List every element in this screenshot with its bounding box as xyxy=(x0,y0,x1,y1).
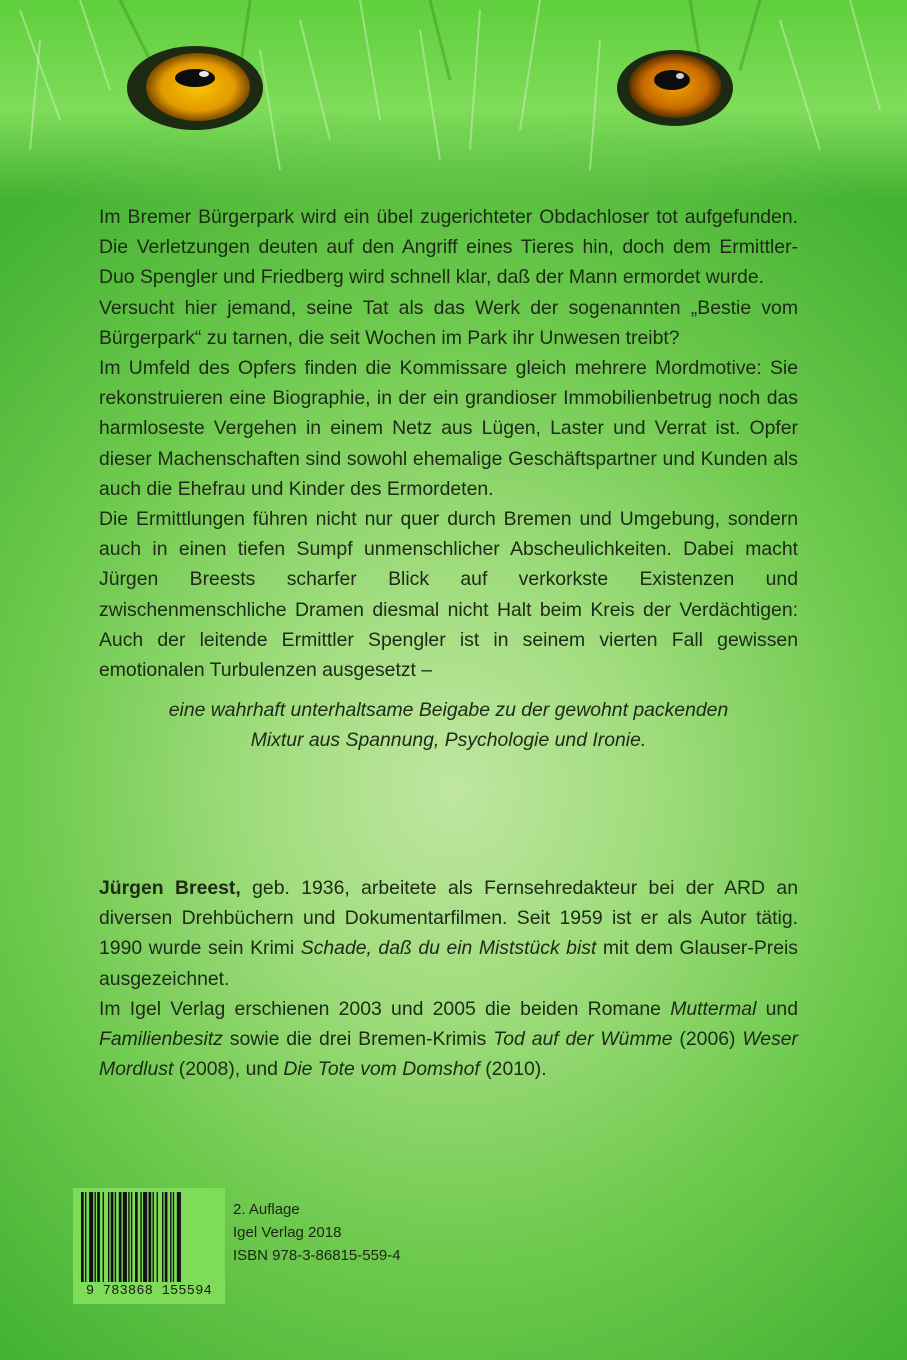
barcode-bar xyxy=(95,1192,96,1282)
bio-text: geb. 1936, arbeitete als Fernsehredakteur bei der ARD an diversen Drehbüchern und Dokumentarfilmen. Seit 1959 ist er als Autor tätig. 1990 wurde sein Krimi xyxy=(99,877,798,960)
blurb xyxy=(99,202,798,756)
barcode-bar xyxy=(131,1192,132,1282)
blurb-paragraph: Die Ermittlungen führen nicht nur quer durch Bremen und Umgebung, sondern auch in einen tiefen Sumpf unmenschlicher Abscheulichkeiten. Dabei macht Jürgen Breests scharfer Blick auf verkorkste Existenzen und zwischenmenschliche Dramen diesmal nicht Halt beim Kreis der Verdächtigen: Auch der leitende Ermittler Spengler ist in seinem vierten Fall gewissen emotionalen Turbulenzen ausgesetzt – xyxy=(99,508,798,682)
barcode-bar xyxy=(108,1192,109,1282)
bio-text: mit dem Glauser-Preis ausgezeichnet. xyxy=(99,937,798,990)
barcode-bar xyxy=(89,1192,93,1282)
barcode-bar xyxy=(157,1192,158,1282)
barcode-bar xyxy=(111,1192,114,1282)
bio-text: (2006) xyxy=(672,1028,743,1051)
barcode-bar xyxy=(123,1192,127,1282)
author-bio xyxy=(99,873,798,1084)
imprint xyxy=(233,1198,401,1267)
tagline xyxy=(99,695,798,755)
barcode-bar xyxy=(143,1192,147,1282)
barcode-bar xyxy=(153,1192,154,1282)
barcode-bar xyxy=(97,1192,100,1282)
blurb-paragraph: Im Umfeld des Opfers finden die Kommissare gleich mehrere Mordmotive: Sie rekonstruieren eine Biographie, in der ein grandioser Immobilienbetrug noch das harmloseste Vergehen in einem Netz aus Lügen, Laster und Verrat ist. Opfer dieser Machenschaften sind sowohl ehemalige Geschäftspartner und Kunden als auch die Ehefrau und Kinder des Ermordeten. xyxy=(99,357,798,500)
barcode-bar xyxy=(170,1192,171,1282)
barcode-bar xyxy=(85,1192,86,1282)
barcode-bar xyxy=(103,1192,104,1282)
wolf-eyes-artwork xyxy=(0,0,907,200)
bio-text: Im Igel Verlag erschienen 2003 und 2005 die beiden Romane xyxy=(99,997,671,1020)
isbn: ISBN 978-3-86815-559-4 xyxy=(233,1247,401,1264)
barcode-bar xyxy=(115,1192,116,1282)
author-name: Jürgen Breest, xyxy=(99,877,241,899)
blurb-paragraph: Im Bremer Bürgerpark wird ein übel zugerichteter Obdachloser tot aufgefunden. Die Verletzungen deuten auf den Angriff eines Tieres hin, doch dem Ermittler-Duo Spengler und Friedberg wird schnell klar, daß der Mann ermordet wurde. xyxy=(99,206,798,289)
book-title: Schade, daß du ein Miststück bist xyxy=(300,937,597,960)
book-title: Muttermal xyxy=(670,997,757,1020)
barcode-bar xyxy=(135,1192,138,1282)
wolf-eyes-icon xyxy=(0,0,907,200)
bio-text: und xyxy=(756,997,798,1020)
barcode-bar xyxy=(128,1192,129,1282)
bio-paragraph xyxy=(99,873,798,994)
barcode-bar xyxy=(81,1192,84,1282)
barcode-bar xyxy=(162,1192,163,1282)
edition: 2. Auflage xyxy=(233,1201,300,1218)
barcode-bar xyxy=(149,1192,152,1282)
barcode-bar xyxy=(173,1192,174,1282)
isbn-barcode xyxy=(73,1188,225,1304)
blurb-paragraph: Versucht hier jemand, seine Tat als das Werk der sogenannten „Bestie vom Bürgerpark“ zu tarnen, die seit Wochen im Park ihr Unwesen treibt? xyxy=(99,296,798,349)
tagline-line: Mixtur aus Spannung, Psychologie und Ironie. xyxy=(250,729,647,752)
publisher: Igel Verlag 2018 xyxy=(233,1224,342,1241)
barcode-bar xyxy=(177,1192,181,1282)
barcode-bar xyxy=(165,1192,168,1282)
book-title: Tod auf der Wümme xyxy=(493,1028,673,1051)
bio-text: (2010). xyxy=(479,1058,547,1081)
bio-text: (2008), und xyxy=(173,1058,284,1081)
barcode-bar xyxy=(119,1192,122,1282)
barcode-digits: 9 783868 155594 xyxy=(85,1284,213,1299)
book-title: Die Tote vom Domshof xyxy=(283,1058,480,1081)
bio-paragraph xyxy=(99,994,798,1085)
book-title: Weser Mordlust xyxy=(99,1028,799,1081)
barcode-icon xyxy=(73,1188,225,1288)
bio-text: sowie die drei Bremen-Krimis xyxy=(222,1028,494,1051)
book-title: Familienbesitz xyxy=(99,1028,223,1051)
tagline-line: eine wahrhaft unterhaltsame Beigabe zu der gewohnt packenden xyxy=(168,699,729,722)
barcode-bar xyxy=(140,1192,141,1282)
